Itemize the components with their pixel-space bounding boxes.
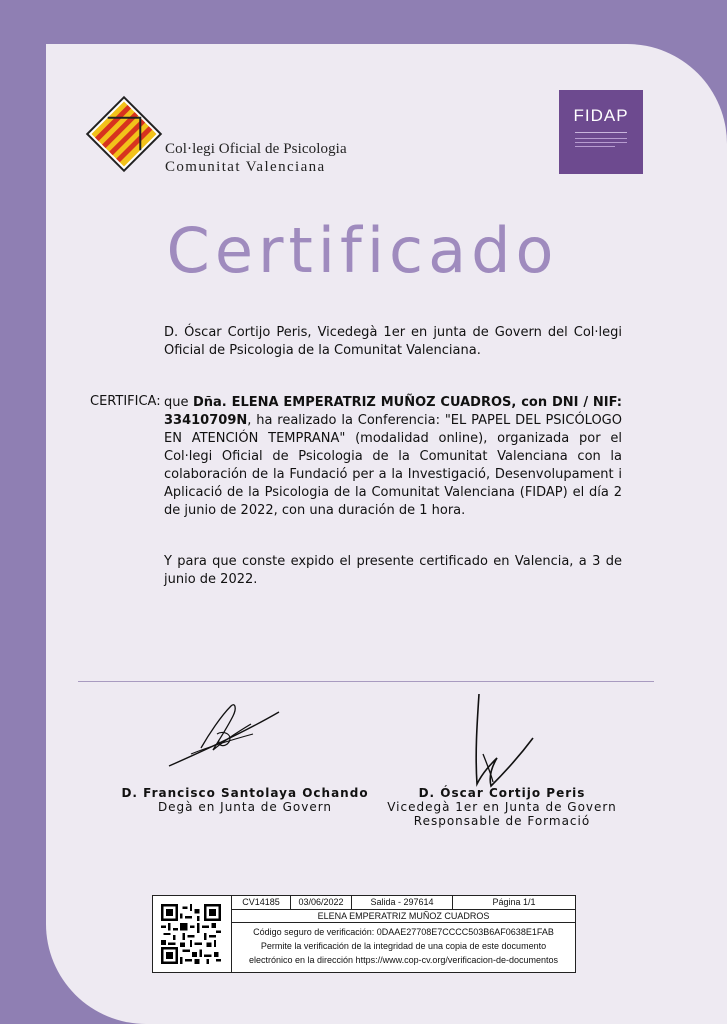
fidap-logo-text: FIDAP bbox=[573, 106, 629, 125]
organization-name bbox=[165, 141, 347, 176]
holder-name: ELENA EMPERATRIZ MUÑOZ CUADROS bbox=[232, 910, 575, 923]
verification-line2: Permite la verificación de la integridad de una copia de este documento bbox=[260, 941, 547, 951]
certifica-prefix: que bbox=[164, 395, 193, 410]
colegio-logo-icon bbox=[84, 94, 164, 174]
signatory-2-role: Vicedegà 1er en Junta de Govern bbox=[387, 800, 617, 814]
doc-date: 03/06/2022 bbox=[291, 896, 352, 909]
signatory-1-role: Degà en Junta de Govern bbox=[157, 800, 333, 814]
closing-paragraph: Y para que conste expido el presente certificado en Valencia, a 3 de junio de 2022. bbox=[164, 554, 622, 587]
divider bbox=[78, 681, 654, 682]
certifica-paragraph bbox=[164, 394, 622, 520]
doc-exit: Salida - 297614 bbox=[352, 896, 453, 909]
secure-code[interactable]: Código seguro de verificación: 0DAAE27708E7CCCC503B6AF0638E1FAB bbox=[253, 927, 554, 937]
certificate-page bbox=[46, 44, 727, 1024]
signatory-2-name: D. Óscar Cortijo Peris bbox=[418, 786, 586, 800]
certifica-body: , ha realizado la Conferencia: "EL PAPEL DEL PSICÓLOGO EN ATENCIÓN TEMPRANA" (modalidad online), organizada por el Col·legi Oficial de Psicologia de la Comunitat Valenciana con la colaboración de la Fundació per a la Investigació, Desenvolupament i Aplicació de la Psicologia de la Comunitat Valenciana (FIDAP) el día 2 de junio de 2022, con una duración de 1 hora. bbox=[164, 413, 622, 518]
signatory-2 bbox=[372, 786, 632, 828]
signatory-1 bbox=[100, 786, 390, 814]
org-line2: Comunitat Valenciana bbox=[165, 159, 326, 175]
qr-code-icon[interactable] bbox=[161, 904, 221, 964]
verification-info bbox=[231, 896, 575, 972]
doc-code: CV14185 bbox=[232, 896, 291, 909]
verification-text bbox=[232, 923, 575, 967]
certificate-title: Certificado bbox=[166, 214, 559, 287]
signature-cortijo-icon bbox=[461, 694, 561, 794]
signature-santolaya-icon bbox=[161, 694, 291, 774]
verification-box bbox=[152, 895, 576, 973]
signatory-2-role2: Responsable de Formació bbox=[413, 814, 591, 828]
verification-url[interactable]: electrónico en la dirección https://www.cop-cv.org/verificacion-de-documentos bbox=[249, 955, 558, 965]
verification-header-row bbox=[232, 896, 575, 910]
doc-page: Página 1/1 bbox=[492, 897, 536, 907]
signatory-1-name: D. Francisco Santolaya Ochando bbox=[121, 786, 369, 800]
fidap-logo bbox=[559, 90, 643, 174]
certifica-label: CERTIFICA: bbox=[90, 394, 161, 409]
intro-paragraph: D. Óscar Cortijo Peris, Vicedegà 1er en junta de Govern del Col·legi Oficial de Psicologia de la Comunitat Valenciana. bbox=[164, 325, 622, 358]
holder-name-dni: Dña. ELENA EMPERATRIZ MUÑOZ CUADROS, con DNI / NIF: 33410709N bbox=[164, 395, 623, 428]
org-line1: Col·legi Oficial de Psicologia bbox=[165, 141, 347, 157]
